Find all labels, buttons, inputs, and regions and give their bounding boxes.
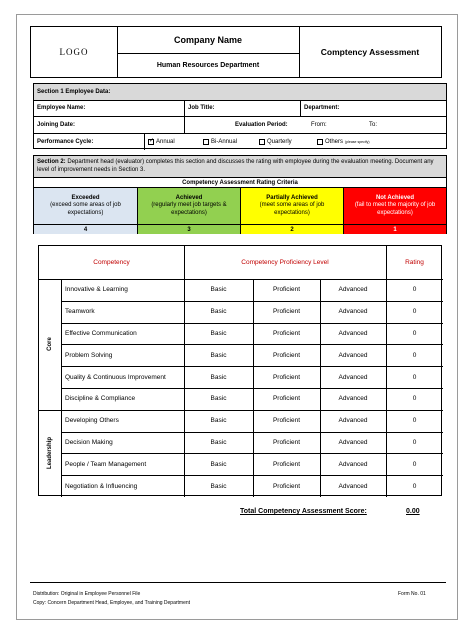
proficiency-option[interactable]: Advanced <box>338 417 368 425</box>
proficiency-option[interactable]: Basic <box>210 417 227 425</box>
competency-name: Innovative & Learning <box>65 286 128 294</box>
proficiency-option[interactable]: Proficient <box>272 438 301 446</box>
proficiency-option[interactable]: Advanced <box>338 460 368 468</box>
header-rating: Rating <box>405 259 424 266</box>
evaluation-period-label: Evaluation Period: <box>235 121 288 128</box>
rating-cell[interactable]: 0 <box>412 373 417 381</box>
proficiency-option[interactable]: Proficient <box>272 373 301 381</box>
proficiency-option[interactable]: Basic <box>210 482 227 490</box>
section1-title-row <box>34 84 446 101</box>
form-title: Comptency Assessment <box>320 47 420 57</box>
proficiency-option[interactable]: Basic <box>210 460 227 468</box>
rating-value-3: 3 <box>138 224 241 234</box>
rating-value-4: 4 <box>34 224 138 234</box>
company-block <box>117 27 300 77</box>
form-header <box>30 26 442 78</box>
header-vline <box>184 246 185 279</box>
competency-table <box>38 245 442 496</box>
header-proficiency-level: Competency Proficiency Level <box>241 259 329 266</box>
company-name: Company Name <box>117 27 299 54</box>
checkbox-others[interactable] <box>317 139 323 145</box>
joining-date-field[interactable] <box>184 117 234 133</box>
please-specify-note: (please specify) <box>345 139 370 144</box>
rating-not-achieved-desc: (fail to meet the majority of job expectations) <box>354 202 436 216</box>
rating-value-2: 2 <box>241 224 344 234</box>
performance-cycle-row <box>34 134 446 151</box>
proficiency-option[interactable]: Advanced <box>338 286 368 294</box>
rating-cell[interactable]: 0 <box>412 482 417 490</box>
rating-exceeded <box>34 188 138 224</box>
header-vline <box>386 246 387 279</box>
job-title-label: Job Title: <box>184 101 300 117</box>
competency-name: Discipline & Compliance <box>65 395 136 403</box>
proficiency-option[interactable]: Proficient <box>272 460 301 468</box>
cycle-option-quarterly[interactable] <box>256 134 316 151</box>
proficiency-option[interactable]: Proficient <box>272 351 301 359</box>
column-divider <box>253 279 254 497</box>
rating-cell[interactable]: 0 <box>412 329 417 337</box>
footer-distribution: Distribution: Original in Employee Personnel File <box>33 591 141 597</box>
rating-cell[interactable]: 0 <box>412 417 417 425</box>
section2-note-bold: Section 2: <box>37 159 66 165</box>
column-divider <box>184 279 185 497</box>
department-name: Human Resources Department <box>156 61 260 69</box>
proficiency-option[interactable]: Advanced <box>338 308 368 316</box>
employee-name-field[interactable] <box>109 101 184 117</box>
proficiency-option[interactable]: Advanced <box>338 438 368 446</box>
cycle-biannual-label: Bi-Annual <box>211 138 238 145</box>
competency-name: Decision Making <box>65 438 113 446</box>
rating-partial-title: Partially Achieved <box>266 194 318 201</box>
proficiency-option[interactable]: Proficient <box>272 286 301 294</box>
rating-partial-desc: (meet some areas of job expectations) <box>259 202 325 216</box>
proficiency-option[interactable]: Advanced <box>338 351 368 359</box>
department-label: Department: <box>300 101 446 117</box>
checkbox-biannual[interactable] <box>203 139 209 145</box>
column-divider <box>320 279 321 497</box>
proficiency-option[interactable]: Proficient <box>272 308 301 316</box>
proficiency-option[interactable]: Basic <box>210 373 227 381</box>
competency-name: Effective Communication <box>65 329 137 337</box>
rating-value-1: 1 <box>344 224 446 234</box>
proficiency-option[interactable]: Advanced <box>338 329 368 337</box>
footer-form-no: Form No. 01 <box>398 591 426 597</box>
rating-cell[interactable]: 0 <box>412 395 417 403</box>
total-score-label: Total Competency Assessment Score: <box>240 508 367 515</box>
dates-row <box>34 117 446 134</box>
rating-cell[interactable]: 0 <box>412 351 417 359</box>
performance-cycle-label: Performance Cycle: <box>37 138 94 145</box>
competency-name: People / Team Management <box>65 460 147 468</box>
checkbox-quarterly[interactable] <box>259 139 265 145</box>
rating-not-achieved <box>344 188 446 224</box>
rating-exceeded-desc: (exceed some areas of job expectations) <box>50 202 121 216</box>
group-label-core: Core <box>46 337 53 352</box>
proficiency-option[interactable]: Basic <box>210 438 227 446</box>
section2-note <box>34 156 446 178</box>
cycle-option-biannual[interactable] <box>200 134 256 151</box>
competency-name: Developing Others <box>65 417 119 425</box>
rating-achieved-title: Achieved <box>175 194 203 201</box>
proficiency-option[interactable]: Proficient <box>272 395 301 403</box>
proficiency-option[interactable]: Advanced <box>338 395 368 403</box>
employee-row <box>34 101 446 118</box>
competency-name: Quality & Continuous Improvement <box>65 373 166 381</box>
section2-note-text: Department head (evaluator) completes this section and discusses the rating with employee during the evaluation meeting. Document any level of improvement needs in Section 3. <box>37 159 434 173</box>
rating-not-achieved-title: Not Achieved <box>375 194 415 201</box>
competency-name: Negotiation & Influencing <box>65 482 138 490</box>
employee-name-label: Employee Name: <box>37 105 86 112</box>
rating-partially-achieved <box>241 188 344 224</box>
rating-cell[interactable]: 0 <box>412 286 417 294</box>
proficiency-option[interactable]: Basic <box>210 329 227 337</box>
section2-rating-criteria <box>33 155 447 234</box>
logo: LOGO <box>31 27 118 77</box>
proficiency-option[interactable]: Proficient <box>272 417 301 425</box>
proficiency-option[interactable]: Advanced <box>338 482 368 490</box>
rating-exceeded-title: Exceeded <box>71 194 100 201</box>
proficiency-option[interactable]: Basic <box>210 308 227 316</box>
proficiency-option[interactable]: Proficient <box>272 482 301 490</box>
proficiency-option[interactable]: Basic <box>210 286 227 294</box>
cycle-option-others[interactable] <box>314 134 414 151</box>
cycle-option-annual[interactable] <box>144 134 202 151</box>
rating-cell[interactable]: 0 <box>412 460 417 468</box>
cycle-annual-label: Annual <box>156 138 175 145</box>
proficiency-option[interactable]: Advanced <box>338 373 368 381</box>
proficiency-option[interactable]: Proficient <box>272 329 301 337</box>
criteria-title: Competency Assessment Rating Criteria <box>34 178 446 188</box>
section1-employee-data <box>33 83 447 149</box>
rating-cell[interactable]: 0 <box>412 308 417 316</box>
joining-date-label: Joining Date: <box>37 121 76 128</box>
from-label: From: <box>311 121 327 128</box>
competency-name: Problem Solving <box>65 351 113 359</box>
rating-cell[interactable]: 0 <box>412 438 417 446</box>
checkbox-annual[interactable] <box>148 139 154 145</box>
column-divider <box>386 279 387 497</box>
proficiency-option[interactable]: Basic <box>210 395 227 403</box>
header-competency: Competency <box>93 259 130 266</box>
to-label: To: <box>369 121 378 128</box>
group-label-leadership: Leadership <box>47 437 54 470</box>
competency-name: Teamwork <box>65 308 95 316</box>
cycle-quarterly-label: Quarterly <box>267 138 292 145</box>
section1-title: Section 1 Employee Data: <box>37 88 111 95</box>
footer-divider <box>30 582 446 583</box>
footer-copy: Copy: Concern Department Head, Employee, and Training Department <box>33 600 191 606</box>
total-score-value: 0.00 <box>406 508 420 515</box>
rating-achieved-desc: (regularly meet job targets & expectations) <box>151 202 227 216</box>
proficiency-option[interactable]: Basic <box>210 351 227 359</box>
cycle-others-label: Others <box>325 138 344 145</box>
column-divider <box>61 279 62 497</box>
rating-achieved <box>138 188 241 224</box>
